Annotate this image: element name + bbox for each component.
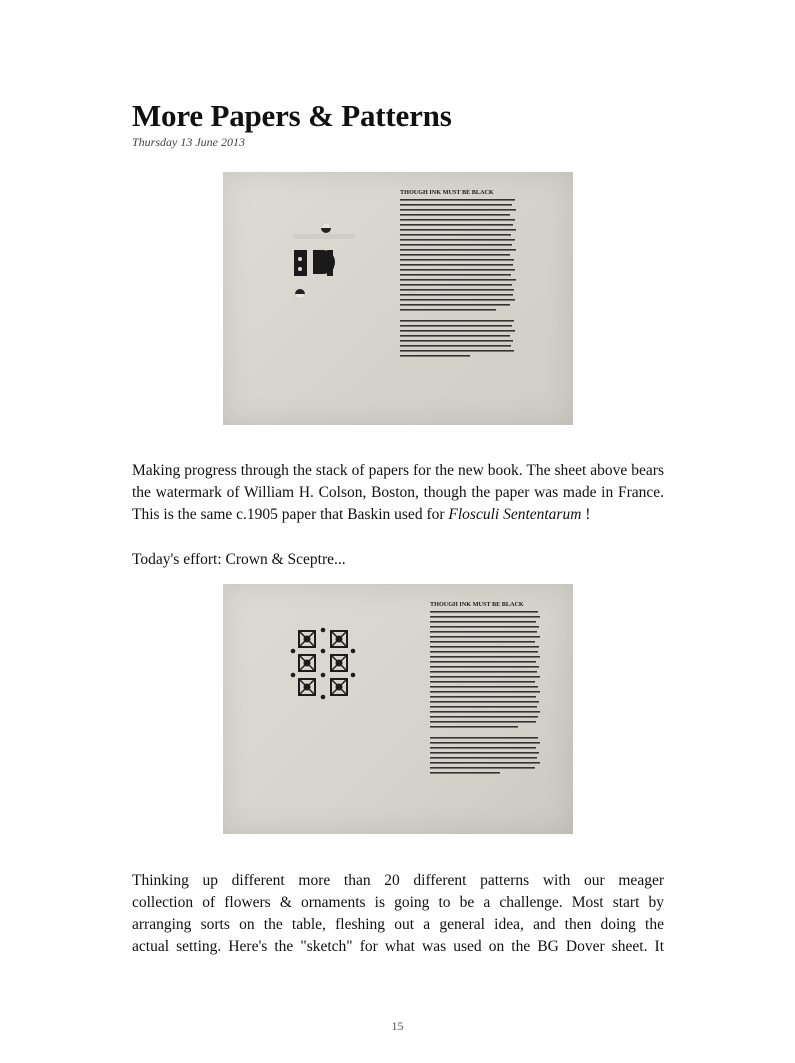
paper-sample-illustration-2 xyxy=(223,584,573,834)
ornament-crown-3 xyxy=(299,655,315,671)
ornament-crown-1 xyxy=(299,631,315,647)
post-title: More Papers & Patterns xyxy=(132,98,452,133)
sceptre-stars xyxy=(291,628,356,700)
paper-sample-photo-2 xyxy=(223,584,573,834)
page-number: 15 xyxy=(391,1019,404,1033)
paragraph-line: actual setting. Here's the "sketch" for what was used on the BG Dover sheet. It xyxy=(132,938,664,955)
post-date: Thursday 13 June 2013 xyxy=(132,135,245,149)
paragraph-watermark-end: ! xyxy=(581,506,591,523)
paper-sample-photo-1 xyxy=(223,172,573,425)
text-block-lines xyxy=(400,199,516,357)
crown-sceptre-ornament-pattern xyxy=(291,628,356,700)
book-title-italic: Flosculi Sententarum xyxy=(448,506,582,523)
paper-sample-illustration-1 xyxy=(223,172,573,425)
ornament-crown-6 xyxy=(331,679,347,695)
paragraph-line: collection of flowers & ornaments is going to be a challenge. Most start by xyxy=(132,894,664,911)
paragraph-watermark xyxy=(132,460,664,526)
paragraph-patterns xyxy=(132,870,664,958)
sheet-heading-2: THOUGH INK MUST BE BLACK xyxy=(430,601,524,608)
paragraph-line: Thinking up different more than 20 different patterns with our meager xyxy=(132,872,664,889)
sheet-heading: THOUGH INK MUST BE BLACK xyxy=(400,189,494,196)
ornament-crown-5 xyxy=(299,679,315,695)
ornament-crown-2 xyxy=(331,631,347,647)
text-block-lines-2 xyxy=(430,611,540,774)
paragraph-line: arranging sorts on the table, fleshing out a general idea, and then doing the xyxy=(132,916,664,933)
paragraph-todays-effort: Today's effort: Crown & Sceptre... xyxy=(132,551,346,568)
paragraph-watermark-text: Making progress through the stack of papers for the new book. The sheet above bears the watermark of William H. Colson, Boston, though the paper was made in France. This is the same c.1905 paper that Baskin used for xyxy=(132,462,664,523)
ornament-left-block xyxy=(294,250,307,276)
ornament-crown-4 xyxy=(331,655,347,671)
